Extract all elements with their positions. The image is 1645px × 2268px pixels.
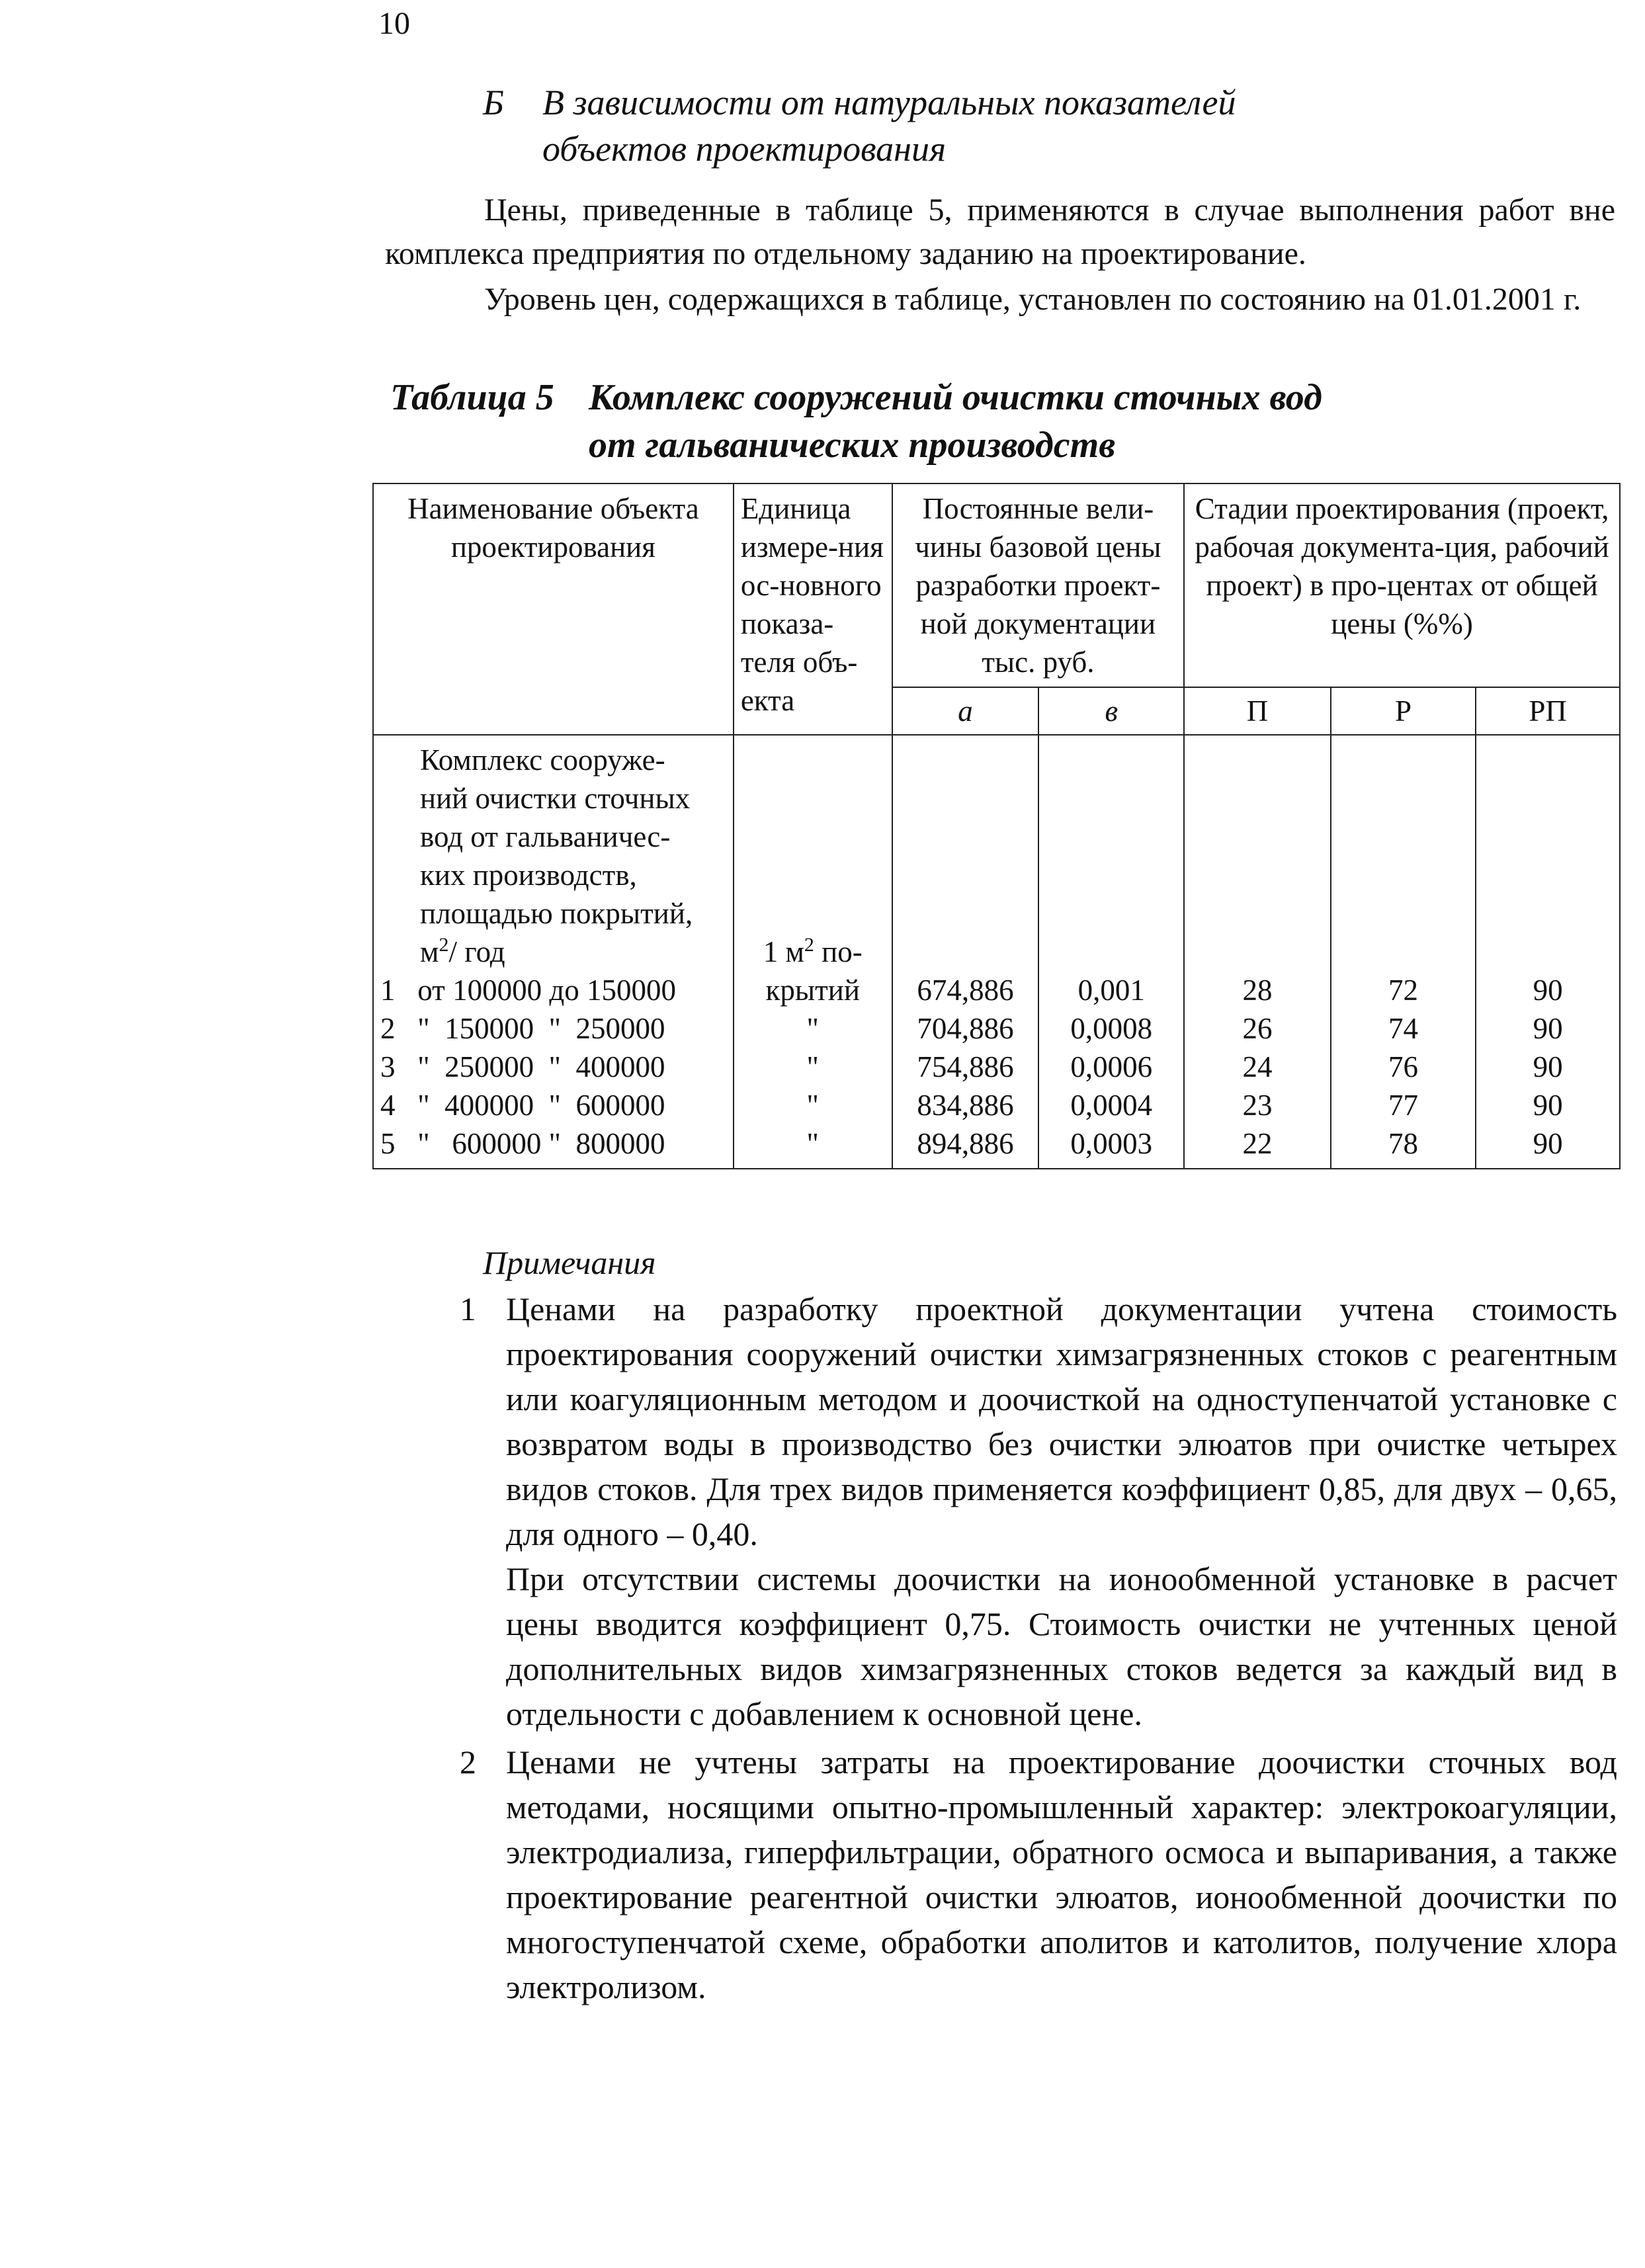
row-range: " 250000 " 400000 (417, 1050, 665, 1083)
note-text: Ценами не учтены затраты на проектирование доочистки сточных вод методами, носящими опытно-промышленный характер: электрокоагуляции, электродиализа, гиперфильтрации, обратного осмоса и выпаривания, а также проектирование реагентной очистки элюатов, ионообменной доочистки по многоступенчатой схеме, обработки аполитов и католитов, получение хлора электролизом. (506, 1743, 1617, 2005)
rp-value: 90 (1533, 1050, 1563, 1083)
b-value: 0,001 (1077, 974, 1145, 1007)
price-table (372, 483, 1621, 1169)
table-caption (390, 374, 1322, 469)
row-range: " 600000 " 800000 (417, 1127, 665, 1160)
note-text-continued: При отсутствии системы доочистки на ионообменной установке в расчет цены вводится коэффициент 0,75. Стоимость очистки не учтенных ценой дополнительных видов химзагрязненных стоков ведется за каждый вид в отдельности с добавлением к основной цене. (506, 1560, 1617, 1732)
unit-suffix: по- (814, 935, 863, 968)
r-value: 76 (1388, 1050, 1419, 1083)
r-cell (1331, 735, 1476, 1169)
range-row (380, 1048, 726, 1086)
object-unit-line (380, 933, 726, 971)
unit-value: " (806, 1050, 819, 1083)
b-value: 0,0008 (1070, 1012, 1153, 1045)
object-unit-suffix: / год (448, 935, 505, 968)
range-row (380, 971, 726, 1009)
row-number: 5 (380, 1127, 396, 1160)
a-value: 894,886 (917, 1127, 1014, 1160)
b-value: 0,0006 (1070, 1050, 1153, 1083)
section-letter: Б (483, 83, 504, 122)
row-number: 2 (380, 1012, 396, 1045)
range-row (380, 1124, 726, 1163)
range-row (380, 1086, 726, 1124)
header-unit: Единица измере-ния ос-новного показа-теля объ-екта (734, 483, 892, 735)
note-2 (460, 1740, 1617, 2009)
row-range: " 150000 " 250000 (417, 1012, 665, 1045)
table-caption-title-line2: от гальванических производств (589, 425, 1116, 466)
range-row (380, 1009, 726, 1048)
b-value: 0,0003 (1070, 1127, 1153, 1160)
a-cell (892, 735, 1039, 1169)
p-value: 28 (1242, 974, 1273, 1007)
page-number: 10 (378, 6, 410, 41)
header-object-name: Наименование объекта проектирования (373, 483, 734, 735)
rp-cell (1476, 735, 1620, 1169)
row-range: от 100000 до 150000 (417, 974, 676, 1007)
note-text: Ценами на разработку проектной документации учтена стоимость проектирования сооружений очистки химзагрязненных стоков с реагентным или коагуляционным методом и доочисткой на одноступенчатой установке с возвратом воды в производство без очистки элюатов при очистке четырех видов стоков. Для трех видов применяется коэффициент 0,85, для двух – 0,65, для одного – 0,40. (506, 1290, 1617, 1552)
unit-value: " (806, 1089, 819, 1122)
p-value: 26 (1242, 1012, 1273, 1045)
r-value: 74 (1388, 1012, 1419, 1045)
header-design-stages: Стадии проектирования (проект, рабочая документа-ция, рабочий проект) в про-центах от общей цены (%%) (1184, 483, 1620, 687)
section-title-line2: объектов проектирования (542, 129, 947, 169)
unit-value: " (806, 1127, 819, 1160)
table-caption-label: Таблица 5 (390, 377, 554, 418)
r-value: 78 (1388, 1127, 1419, 1160)
header-constant-values: Постоянные вели-чины базовой цены разработки проект-ной документации тыс. руб. (892, 483, 1185, 687)
rp-value: 90 (1533, 1012, 1563, 1045)
note-number: 1 (460, 1290, 476, 1327)
a-value: 834,886 (917, 1089, 1014, 1122)
header-rp: РП (1476, 687, 1620, 735)
a-value: 754,886 (917, 1050, 1014, 1083)
a-value: 674,886 (917, 974, 1014, 1007)
unit-value: " (806, 1012, 819, 1045)
section-heading (483, 79, 1236, 172)
header-r: Р (1331, 687, 1476, 735)
b-value: 0,0004 (1070, 1089, 1153, 1122)
object-name-line: вод от гальваничес- (420, 820, 671, 853)
object-name-line: ких производств, (420, 859, 637, 892)
unit-label: 1 м (763, 935, 804, 968)
object-name-line: Комплекс сооруже- (420, 743, 665, 777)
object-name-line: площадью покрытий, (420, 897, 693, 930)
r-value: 72 (1388, 974, 1419, 1007)
unit-cell (734, 735, 892, 1169)
rp-value: 90 (1533, 1127, 1563, 1160)
unit-sup: 2 (804, 934, 814, 956)
row-range: " 400000 " 600000 (417, 1089, 665, 1122)
a-value: 704,886 (917, 1012, 1014, 1045)
row-number: 4 (380, 1089, 396, 1122)
r-value: 77 (1388, 1089, 1419, 1122)
b-cell (1038, 735, 1184, 1169)
notes-title: Примечания (483, 1244, 656, 1281)
note-1 (460, 1286, 1617, 1736)
row-number: 3 (380, 1050, 396, 1083)
object-name-line: ний очистки сточных (420, 782, 691, 815)
object-name-cell (373, 735, 734, 1169)
unit-value: крытий (765, 974, 860, 1007)
p-value: 23 (1242, 1089, 1273, 1122)
section-title-line1: В зависимости от натуральных показателей (542, 83, 1236, 122)
p-cell (1184, 735, 1331, 1169)
rp-value: 90 (1533, 1089, 1563, 1122)
rp-value: 90 (1533, 974, 1563, 1007)
header-b: в (1038, 687, 1184, 735)
p-value: 22 (1242, 1127, 1273, 1160)
paragraph-prices-application: Цены, приведенные в таблице 5, применяются в случае выполнения работ вне комплекса предприятия по отдельному заданию на проектирование. (385, 192, 1615, 271)
paragraph-price-level: Уровень цен, содержащихся в таблице, установлен по состоянию на 01.01.2001 г. (484, 282, 1582, 317)
table-caption-title-line1: Комплекс сооружений очистки сточных вод (589, 377, 1322, 418)
header-p: П (1184, 687, 1331, 735)
header-a: а (892, 687, 1039, 735)
unit-line (741, 933, 885, 971)
p-value: 24 (1242, 1050, 1273, 1083)
note-number: 2 (460, 1743, 476, 1781)
row-number: 1 (380, 974, 396, 1007)
object-unit-label: м (420, 935, 439, 968)
object-unit-sup: 2 (439, 934, 449, 956)
table-body-row (373, 735, 1620, 1169)
